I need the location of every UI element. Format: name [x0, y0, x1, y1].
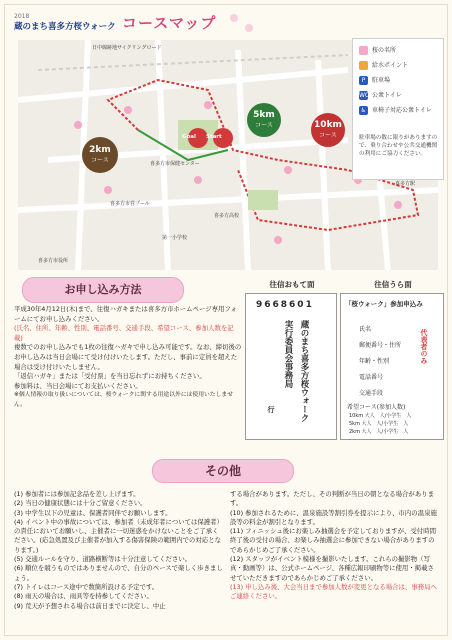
app-paragraph: 「返信ハガキ」または「受付票」を当日忘れずにお持ちください。	[14, 372, 206, 381]
map-title: コースマップ	[122, 14, 217, 32]
legend-item: P 駐車場	[359, 75, 390, 85]
note-item: (2) 当日の健康状態には十分ご留意ください。	[14, 499, 147, 508]
note-item: (1) 参加者には参加記念品を差し上げます。	[14, 490, 140, 498]
course-count-row: 10km 大人 人/小学生 人	[349, 413, 412, 419]
note-item: (3) 中学生以下の児童は、保護者同伴でお願いします。	[14, 508, 172, 517]
application-body	[14, 305, 242, 411]
legend-item: 給水ポイント	[359, 60, 408, 70]
app-paragraph: 複数でのお申し込みでも1枚の往復ハガキで申し込み可能です。なお、締切後のお申し込みは当日会場にて受け付けいたします。ただし、事前に定員を超えた場合は受け付けいたしません。	[14, 343, 242, 371]
course-10km-badge: 10km コース	[311, 113, 345, 147]
app-paragraph: ※個人情報の取り扱いについては、桜ウォークに関する用途以外には使用いたしません。	[14, 392, 233, 408]
form-field: 年齢・性別	[359, 358, 390, 365]
cherry-icon	[359, 46, 368, 55]
note-item: (4) イベント中の事故については、参加者（未成年者については保護者）の責任においてお願いし、主催者に一切迷惑をかけないことをご了承ください。(応急処置及び主催者が加入する傷害保険の範囲内での対応となります。)	[14, 517, 223, 554]
postcard-back-title: 「桜ウォーク」参加申込み	[345, 300, 423, 308]
postcard-office: 実行委員会事務局	[283, 320, 293, 388]
note-item: する場合があります。ただし、その判断が当日の朝となる場合があります。	[230, 490, 434, 508]
parking-note: 駐車場の数に限りがありますので、乗り合わせや公共交通機関の利用にご協力ください。	[359, 135, 438, 157]
legend-item: 桜の名所	[359, 45, 396, 55]
cherry-petal-icon	[230, 14, 238, 22]
note-item: (5) 交通ルールを守り、道路横断等は十分注意してください。	[14, 555, 192, 564]
toilet-icon: WC	[359, 92, 370, 99]
legend-item: WC 公衆トイレ	[359, 92, 402, 99]
note-item: (11) フィニッシュ後にお楽しみ抽選会を予定しておりますが、受付時間終了後の受付の場合、お楽しみ抽選会に参加できない場合がありますのであらかじめご了承ください。	[230, 527, 436, 554]
note-item: (6) 順位を競うものではありませんので、自分のペースで楽しく歩きましょう。	[14, 564, 223, 582]
station-label: 喜多方駅	[395, 181, 416, 187]
form-field: 氏名	[359, 326, 372, 333]
note-item: (9) 荒天が予想される場合は前日までに決定し、中止	[14, 601, 166, 610]
north-school-label: 第一小学校	[162, 235, 188, 241]
other-right-column	[230, 490, 440, 602]
form-field: 希望コース(参加人数)	[347, 404, 406, 411]
postcard-address: 蔵のまち喜多方桜ウォーク	[299, 320, 309, 422]
course-count-row: 5km 大人 人/小学生 人	[349, 421, 409, 427]
note-item: (10) 参加されるために、温泉施設等割引券を提示により、市内の温泉施設等の料金が割引となります。	[230, 508, 437, 526]
course-2km-badge: 2km コース	[82, 137, 118, 173]
application-heading: お申し込み方法	[22, 277, 184, 303]
goal-label: Goal	[182, 134, 196, 140]
course-5km-badge: 5km コース	[247, 103, 281, 137]
postcard-back	[340, 280, 444, 440]
note-item: (12) スタッフがイベント模様を撮影いたします。これらの撮影物（写真・動画等）は、公式ホームページ、各種広報印刷物等に使用・掲載させていただきますのであらかじめご了承ください。	[230, 555, 434, 582]
form-field: 電話番号	[359, 374, 384, 381]
course-count-row: 2km 大人 人/小学生 人	[349, 429, 409, 435]
school-label: 喜多方高校	[214, 213, 240, 219]
app-paragraph: 平成30年4月12日(木)まで、往復ハガキまたは喜多方市ホームページ専用フォームにてお申し込みください。	[14, 305, 237, 323]
postcard-front-heading: 往信おもて面	[269, 280, 315, 289]
postal-code: 9668601	[256, 300, 314, 310]
event-title: 蔵のまち喜多方桜ウォーク	[14, 22, 116, 32]
cherry-petal-icon	[245, 24, 253, 32]
note-item: (8) 雨天の場合は、雨具等を持参してください。	[14, 592, 153, 601]
event-year: 2018	[14, 13, 30, 20]
accessible-toilet-icon: ♿	[360, 107, 367, 114]
map-legend	[352, 38, 444, 180]
pool-label: 喜多方市営プール	[110, 201, 150, 207]
city-office-label: 喜多方市役所	[38, 258, 69, 264]
start-label: Start	[206, 134, 222, 140]
water-icon	[359, 61, 368, 70]
postcard-suffix: 行	[267, 406, 275, 413]
note-item: (7) トイレはコース途中で数箇所設ける予定です。	[14, 582, 159, 591]
other-left-column	[14, 490, 224, 611]
note-item: (13) 申し込み後、大会当日まで参加人数が変更となる場合は、事務局へご連絡ください。	[230, 582, 437, 601]
legend-item: ♿ 車椅子対応公衆トイレ	[360, 107, 432, 114]
parking-icon: P	[359, 76, 368, 85]
postcard-back-heading: 往信うら面	[374, 280, 412, 289]
postcard-front	[245, 280, 337, 440]
app-paragraph: 参加料は、当日会場にてお支払いください。	[14, 381, 142, 390]
representative-note: 代表者のみ	[420, 329, 428, 364]
cycling-road-label: 日中線跡地サイクリングロード	[92, 45, 162, 51]
form-field: 交通手段	[359, 390, 384, 397]
other-heading: その他	[152, 459, 294, 483]
app-paragraph: (氏名、住所、年齢、性別、電話番号、交通手段、希望コース、参加人数を記載)	[14, 324, 234, 342]
form-field: 郵便番号・住所	[359, 342, 402, 349]
health-center-label: 喜多方市保健センター	[150, 161, 200, 167]
